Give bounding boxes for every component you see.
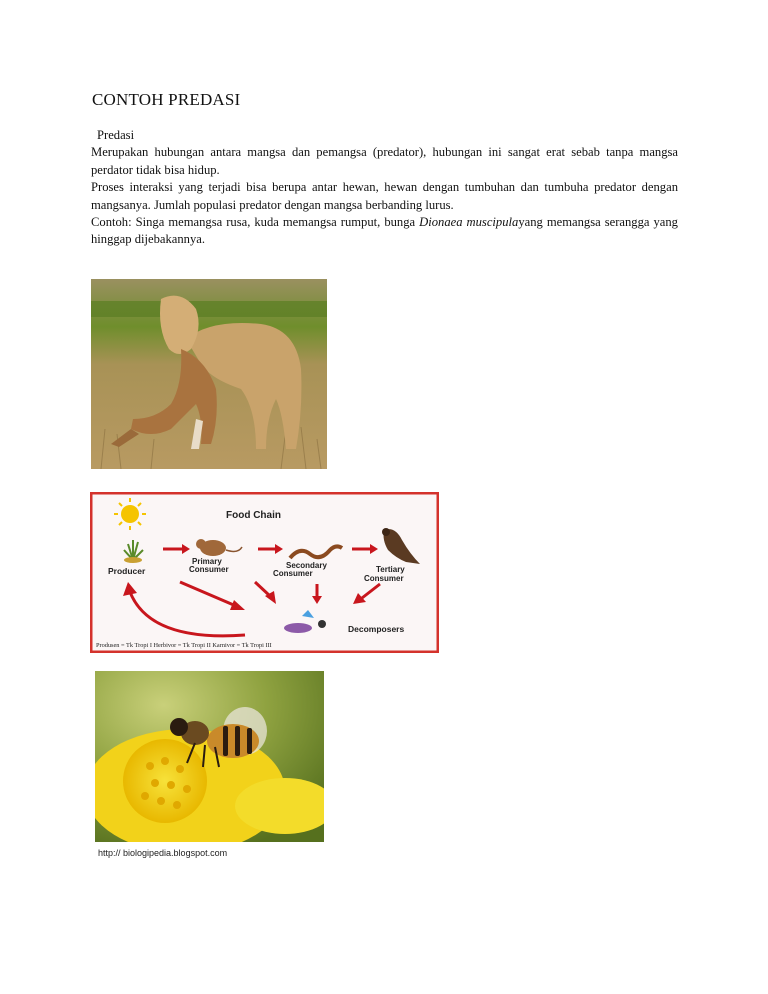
food-chain-diagram xyxy=(90,492,439,653)
decomposers-label: Decomposers xyxy=(348,624,405,634)
example-species: Dionaea muscipula xyxy=(419,215,519,230)
bee-on-flower-photo xyxy=(95,671,324,842)
image-source-caption: http:// biologipedia.blogspot.com xyxy=(98,848,228,858)
lion-hunting-photo xyxy=(91,279,327,469)
example-suffix: yang memangsa serangga yang hinggap dijebakannya. xyxy=(91,215,678,247)
food-chain-title: Food Chain xyxy=(226,510,281,521)
trophic-levels-footer: Produsen = Tk Tropi I Herbivor = Tk Tropi II Karnivor = Tk Tropi III xyxy=(96,642,272,649)
primary-consumer-label-1: Primary xyxy=(192,557,222,566)
example-prefix: Contoh: Singa memangsa rusa, kuda memangsa rumput, bunga xyxy=(91,215,420,230)
primary-consumer-label-2: Consumer xyxy=(189,565,229,574)
producer-label: Producer xyxy=(108,566,146,576)
paragraph-definition: Merupakan hubungan antara mangsa dan pemangsa (predator), hubungan ini sangat erat sebab tanpa mangsa perdator tidak bisa hidup. xyxy=(91,145,678,177)
secondary-consumer-label-2: Consumer xyxy=(273,569,313,578)
paragraph-process: Proses interaksi yang terjadi bisa berupa antar hewan, hewan dengan tumbuhan dan tumbuha predator dengan mangsanya. Jumlah populasi predator dengan mangsa berbanding lurus. xyxy=(91,180,678,212)
page-title: CONTOH PREDASI xyxy=(92,90,241,109)
secondary-consumer-label-1: Secondary xyxy=(286,561,327,570)
paragraph-example xyxy=(91,214,678,249)
body-text xyxy=(91,127,678,249)
tertiary-consumer-label-1: Tertiary xyxy=(376,565,405,574)
tertiary-consumer-label-2: Consumer xyxy=(364,574,404,583)
section-label: Predasi xyxy=(97,128,135,142)
